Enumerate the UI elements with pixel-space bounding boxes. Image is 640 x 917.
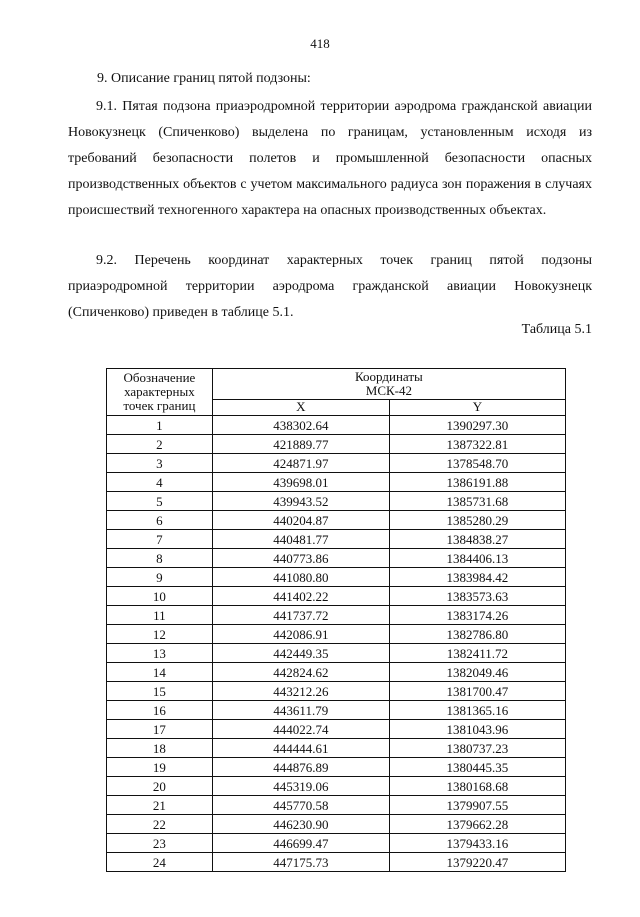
table-caption: Таблица 5.1 bbox=[521, 322, 592, 337]
table-row bbox=[107, 549, 566, 568]
y-coordinate-cell: 1382786.80 bbox=[389, 625, 565, 644]
x-coordinate-cell: 444876.89 bbox=[212, 758, 389, 777]
y-coordinate-cell: 1379662.28 bbox=[389, 815, 565, 834]
coordinates-header-line: Координаты bbox=[355, 368, 423, 384]
y-coordinate-cell: 1384406.13 bbox=[389, 549, 565, 568]
paragraph-9-1: 9.1. Пятая подзона приаэродромной территории аэродрома гражданской авиации Новокузнецк (Спиченково) выделена по границам, установленным исходя из требований безопасности полетов и промышленной безопасности опасных производственных объектов с учетом максимального радиуса зон поражения в случаях происшествий техногенного характера на опасных производственных объектах. bbox=[68, 99, 592, 218]
table-row bbox=[107, 834, 566, 853]
coordinates-table-body bbox=[107, 416, 566, 872]
table-row bbox=[107, 739, 566, 758]
y-coordinate-cell: 1384838.27 bbox=[389, 530, 565, 549]
x-coordinate-cell: 442086.91 bbox=[212, 625, 389, 644]
y-coordinate-cell: 1386191.88 bbox=[389, 473, 565, 492]
x-coordinate-cell: 441402.22 bbox=[212, 587, 389, 606]
table-row bbox=[107, 511, 566, 530]
table-row bbox=[107, 587, 566, 606]
point-number-cell: 13 bbox=[107, 644, 213, 663]
point-label-header bbox=[107, 369, 213, 416]
point-number-cell: 6 bbox=[107, 511, 213, 530]
x-coordinate-cell: 421889.77 bbox=[212, 435, 389, 454]
table-row bbox=[107, 720, 566, 739]
point-number-cell: 7 bbox=[107, 530, 213, 549]
table-row bbox=[107, 416, 566, 435]
table-row bbox=[107, 625, 566, 644]
paragraph-9-2: 9.2. Перечень координат характерных точек границ пятой подзоны приаэродромной территории аэродрома гражданской авиации Новокузнецк (Спиченково) приведен в таблице 5.1. bbox=[68, 253, 592, 320]
point-number-cell: 20 bbox=[107, 777, 213, 796]
y-coordinate-cell: 1380737.23 bbox=[389, 739, 565, 758]
x-coordinate-cell: 438302.64 bbox=[212, 416, 389, 435]
point-number-cell: 21 bbox=[107, 796, 213, 815]
y-coordinate-cell: 1385731.68 bbox=[389, 492, 565, 511]
point-number-cell: 23 bbox=[107, 834, 213, 853]
x-coordinate-cell: 443212.26 bbox=[212, 682, 389, 701]
x-header: X bbox=[212, 399, 389, 415]
point-number-cell: 5 bbox=[107, 492, 213, 511]
table-row bbox=[107, 530, 566, 549]
x-coordinate-cell: 444022.74 bbox=[212, 720, 389, 739]
y-coordinate-cell: 1383174.26 bbox=[389, 606, 565, 625]
point-number-cell: 4 bbox=[107, 473, 213, 492]
point-number-cell: 8 bbox=[107, 549, 213, 568]
x-coordinate-cell: 446699.47 bbox=[212, 834, 389, 853]
table-row bbox=[107, 606, 566, 625]
table-row bbox=[107, 701, 566, 720]
table-row bbox=[107, 663, 566, 682]
point-number-cell: 2 bbox=[107, 435, 213, 454]
y-coordinate-cell: 1380168.68 bbox=[389, 777, 565, 796]
table-row bbox=[107, 454, 566, 473]
point-number-cell: 12 bbox=[107, 625, 213, 644]
y-coordinate-cell: 1379433.16 bbox=[389, 834, 565, 853]
x-coordinate-cell: 444444.61 bbox=[212, 739, 389, 758]
point-number-cell: 19 bbox=[107, 758, 213, 777]
section-heading: 9. Описание границ пятой подзоны: bbox=[97, 71, 311, 86]
y-coordinate-cell: 1385280.29 bbox=[389, 511, 565, 530]
point-number-cell: 16 bbox=[107, 701, 213, 720]
table-row bbox=[107, 682, 566, 701]
y-coordinate-cell: 1390297.30 bbox=[389, 416, 565, 435]
y-header: Y bbox=[389, 399, 565, 415]
y-coordinate-cell: 1378548.70 bbox=[389, 454, 565, 473]
x-coordinate-cell: 442449.35 bbox=[212, 644, 389, 663]
y-coordinate-cell: 1381043.96 bbox=[389, 720, 565, 739]
y-coordinate-cell: 1381700.47 bbox=[389, 682, 565, 701]
y-coordinate-cell: 1383984.42 bbox=[389, 568, 565, 587]
table-row bbox=[107, 796, 566, 815]
table-row bbox=[107, 644, 566, 663]
x-coordinate-cell: 443611.79 bbox=[212, 701, 389, 720]
x-coordinate-cell: 446230.90 bbox=[212, 815, 389, 834]
table-row bbox=[107, 568, 566, 587]
point-label-header-line: Обозначение bbox=[123, 370, 196, 385]
table-row bbox=[107, 435, 566, 454]
x-coordinate-cell: 439698.01 bbox=[212, 473, 389, 492]
point-label-header-line: точек границ bbox=[123, 398, 196, 413]
x-coordinate-cell: 440481.77 bbox=[212, 530, 389, 549]
coordinates-header bbox=[212, 369, 565, 400]
y-coordinate-cell: 1382049.46 bbox=[389, 663, 565, 682]
table-row bbox=[107, 815, 566, 834]
x-coordinate-cell: 447175.73 bbox=[212, 853, 389, 872]
x-coordinate-cell: 424871.97 bbox=[212, 454, 389, 473]
x-coordinate-cell: 441080.80 bbox=[212, 568, 389, 587]
point-number-cell: 14 bbox=[107, 663, 213, 682]
x-coordinate-cell: 441737.72 bbox=[212, 606, 389, 625]
table-row bbox=[107, 853, 566, 872]
point-number-cell: 22 bbox=[107, 815, 213, 834]
y-coordinate-cell: 1381365.16 bbox=[389, 701, 565, 720]
point-number-cell: 10 bbox=[107, 587, 213, 606]
point-number-cell: 17 bbox=[107, 720, 213, 739]
table-row bbox=[107, 758, 566, 777]
x-coordinate-cell: 440773.86 bbox=[212, 549, 389, 568]
y-coordinate-cell: 1379220.47 bbox=[389, 853, 565, 872]
coordinates-header-line: МСК-42 bbox=[365, 382, 412, 398]
x-coordinate-cell: 440204.87 bbox=[212, 511, 389, 530]
point-label-header-line: характерных bbox=[124, 384, 195, 399]
point-number-cell: 3 bbox=[107, 454, 213, 473]
point-number-cell: 18 bbox=[107, 739, 213, 758]
y-coordinate-cell: 1387322.81 bbox=[389, 435, 565, 454]
point-number-cell: 9 bbox=[107, 568, 213, 587]
coordinates-table bbox=[106, 368, 566, 872]
x-coordinate-cell: 445770.58 bbox=[212, 796, 389, 815]
y-coordinate-cell: 1383573.63 bbox=[389, 587, 565, 606]
x-coordinate-cell: 442824.62 bbox=[212, 663, 389, 682]
point-number-cell: 1 bbox=[107, 416, 213, 435]
table-row bbox=[107, 492, 566, 511]
x-coordinate-cell: 439943.52 bbox=[212, 492, 389, 511]
table-row bbox=[107, 473, 566, 492]
page-number: 418 bbox=[310, 36, 330, 51]
y-coordinate-cell: 1382411.72 bbox=[389, 644, 565, 663]
x-coordinate-cell: 445319.06 bbox=[212, 777, 389, 796]
point-number-cell: 24 bbox=[107, 853, 213, 872]
y-coordinate-cell: 1380445.35 bbox=[389, 758, 565, 777]
y-coordinate-cell: 1379907.55 bbox=[389, 796, 565, 815]
table-row bbox=[107, 777, 566, 796]
point-number-cell: 15 bbox=[107, 682, 213, 701]
point-number-cell: 11 bbox=[107, 606, 213, 625]
